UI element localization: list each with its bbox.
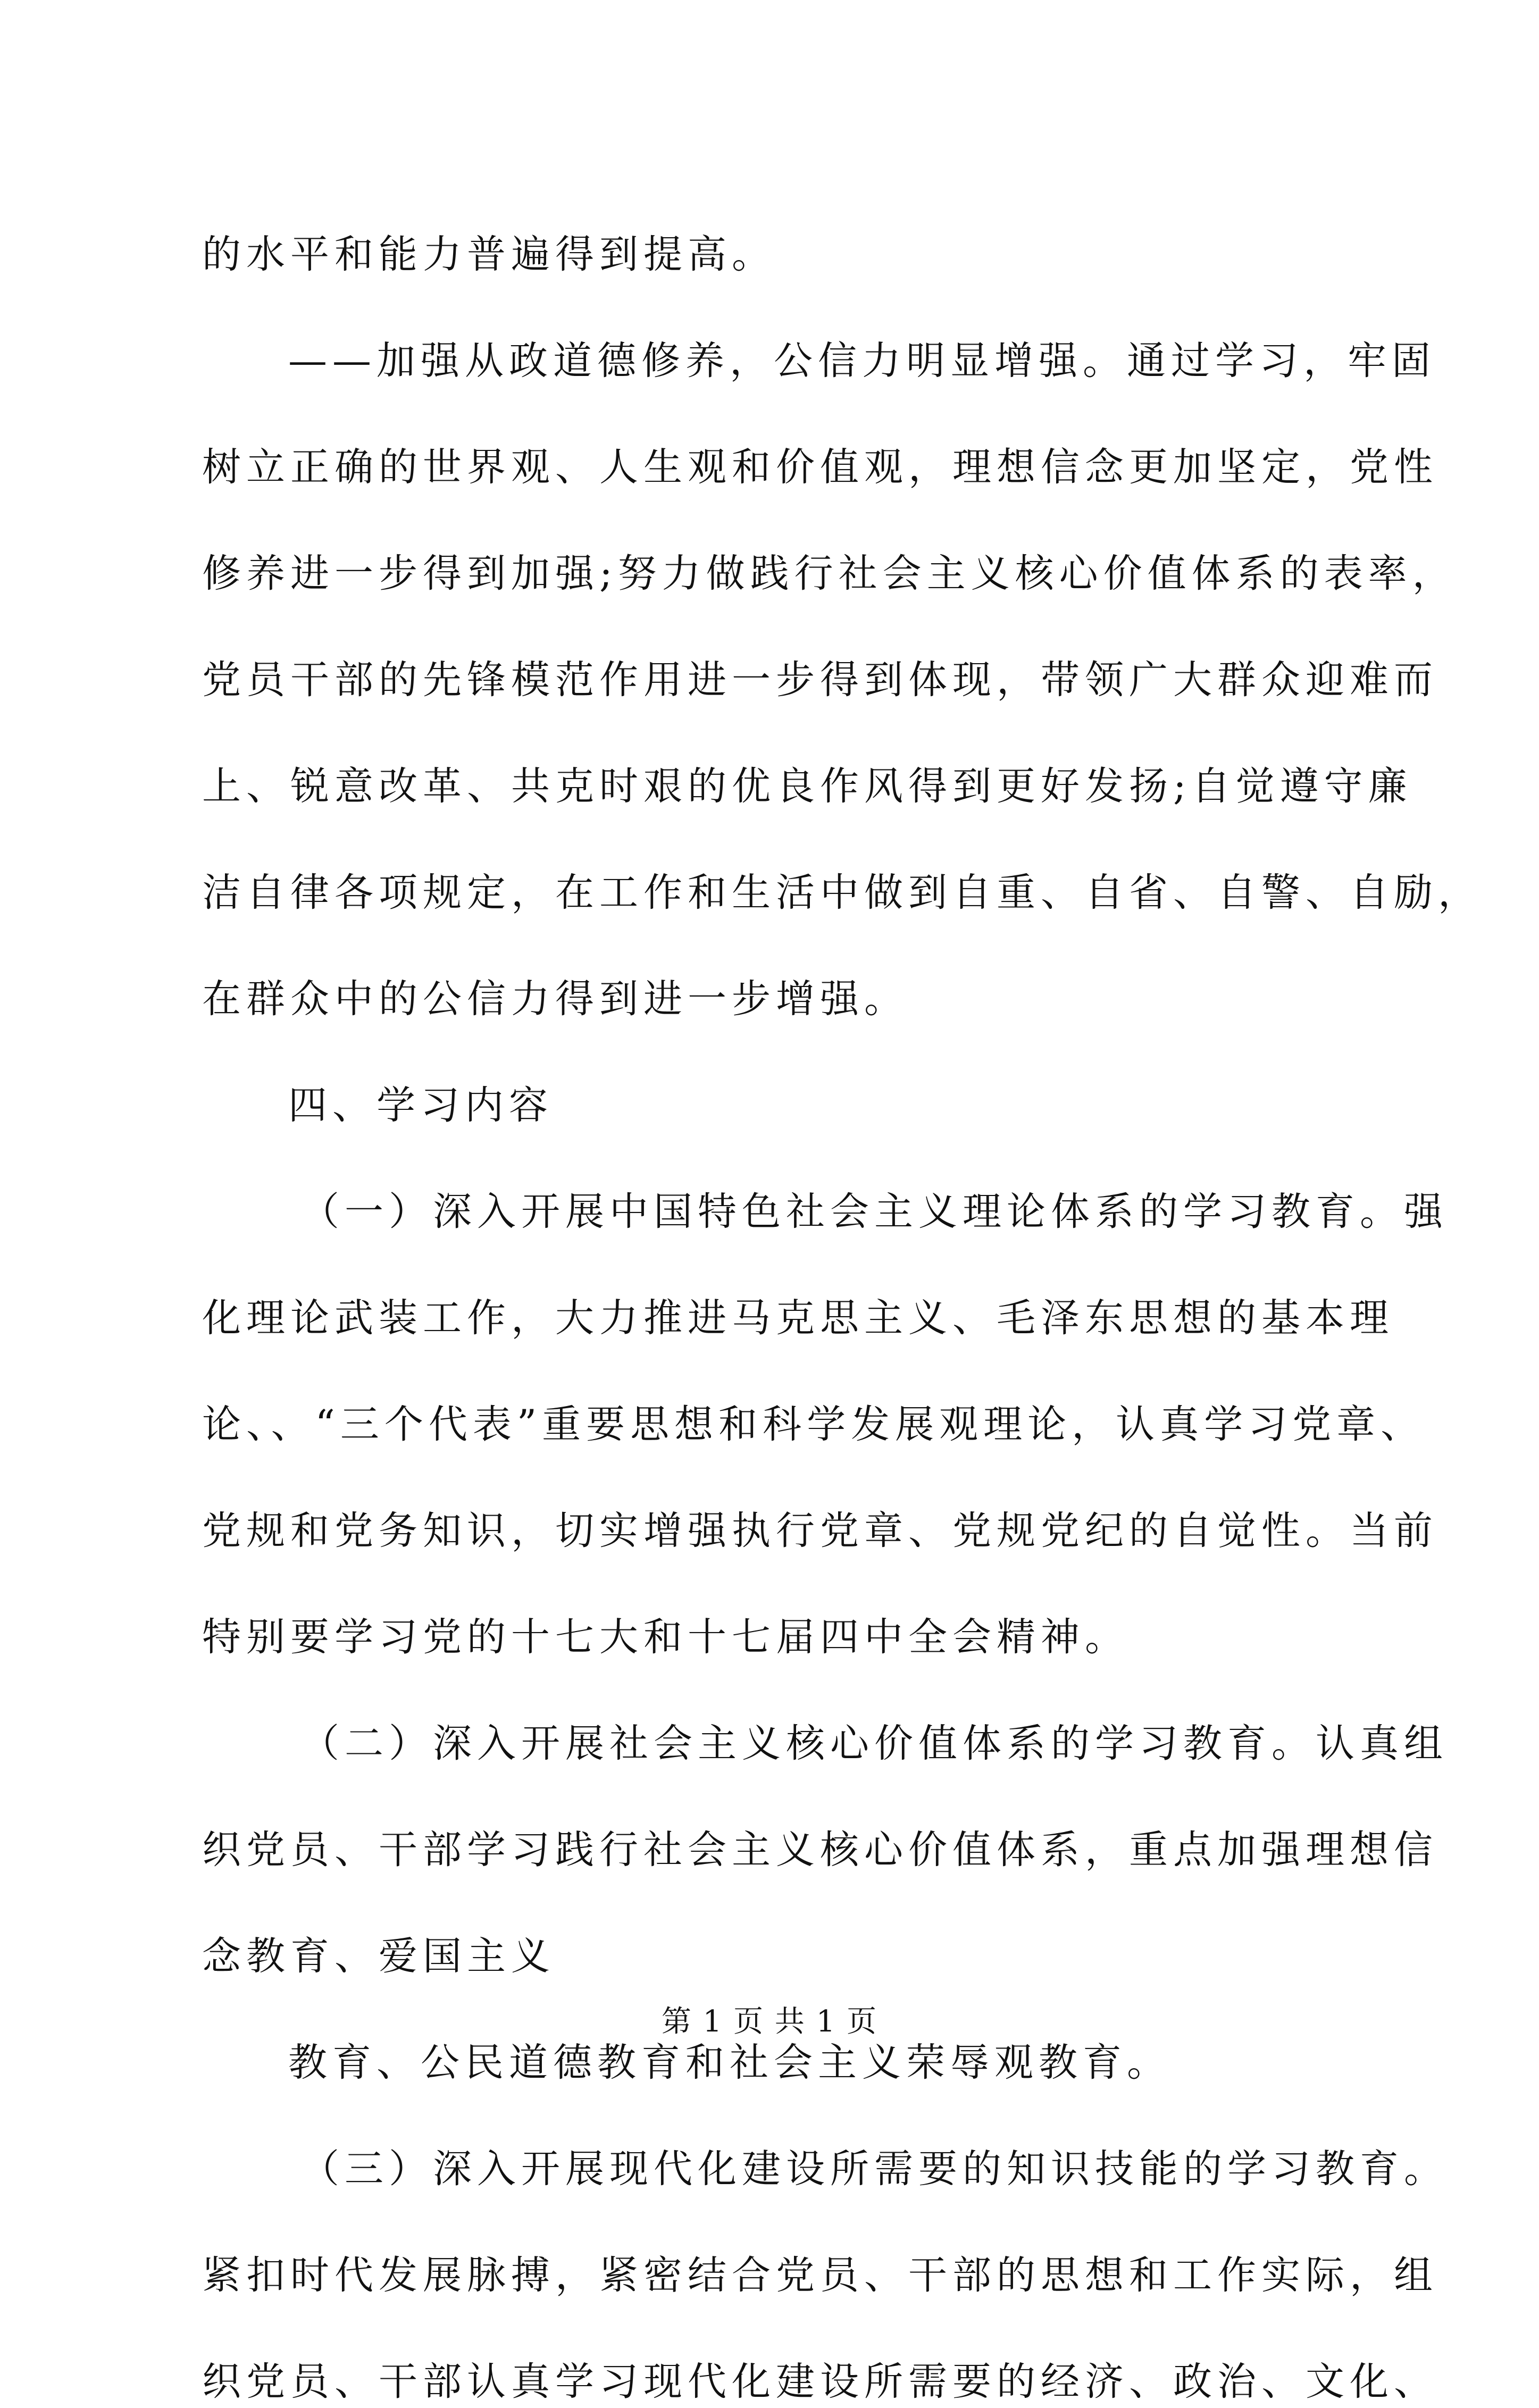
- paragraph-line: 织党员、干部学习践行社会主义核心价值体系，重点加强理想信: [202, 1827, 1438, 1872]
- paragraph-line: 在群众中的公信力得到进一步增强。: [202, 976, 908, 1022]
- paragraph-line: （一）深入开展中国特色社会主义理论体系的学习教育。强: [300, 1189, 1448, 1234]
- paragraph-line: 洁自律各项规定，在工作和生活中做到自重、自省、自警、自励，: [202, 870, 1482, 915]
- paragraph-line: 党员干部的先锋模范作用进一步得到体现，带领广大群众迎难而: [202, 657, 1438, 703]
- paragraph-theory: [202, 1186, 1448, 1663]
- document-body: [202, 229, 1482, 2408]
- paragraph-line: 党规和党务知识，切实增强执行党章、党规党纪的自觉性。当前: [202, 1508, 1438, 1553]
- paragraph-line: 织党员、干部认真学习现代化建设所需要的经济、政治、文化、: [202, 2359, 1438, 2404]
- paragraph-line: 论、、“三个代表”重要思想和科学发展观理论，认真学习党章、: [202, 1402, 1425, 1447]
- paragraph-line: 修养进一步得到加强;努力做践行社会主义核心价值体系的表率，: [202, 551, 1457, 596]
- paragraph-values: [202, 1718, 1448, 1983]
- paragraph-line: ——加强从政道德修养，公信力明显增强。通过学习，牢固: [288, 338, 1436, 383]
- paragraph-line: （二）深入开展社会主义核心价值体系的学习教育。认真组: [300, 1721, 1448, 1766]
- paragraph-line: 紧扣时代发展脉搏，紧密结合党员、干部的思想和工作实际，组: [202, 2253, 1438, 2298]
- section-heading: 四、学习内容: [288, 1083, 553, 1128]
- paragraph-line: 化理论武装工作，大力推进马克思主义、毛泽东思想的基本理: [202, 1295, 1394, 1341]
- paragraph-line: 特别要学习党的十七大和十七届四中全会精神。: [202, 1615, 1129, 1660]
- paragraph-line: 教育、公民道德教育和社会主义荣辱观教育。: [288, 2040, 1171, 2085]
- paragraph-line: （三）深入开展现代化建设所需要的知识技能的学习教育。: [300, 2146, 1448, 2192]
- paragraph-line: 上、锐意改革、共克时艰的优良作风得到更好发扬;自觉遵守廉: [202, 764, 1412, 809]
- paragraph-line: 念教育、爱国主义: [202, 1934, 555, 1979]
- page-number-footer: 第 1 页 共 1 页: [661, 2004, 878, 2039]
- paragraph-line: 的水平和能力普遍得到提高。: [202, 232, 776, 277]
- paragraph-line: 树立正确的世界观、人生观和价值观，理想信念更加坚定，党性: [202, 445, 1438, 490]
- paragraph-skills: [202, 2143, 1448, 2408]
- paragraph-integrity: [202, 335, 1482, 1025]
